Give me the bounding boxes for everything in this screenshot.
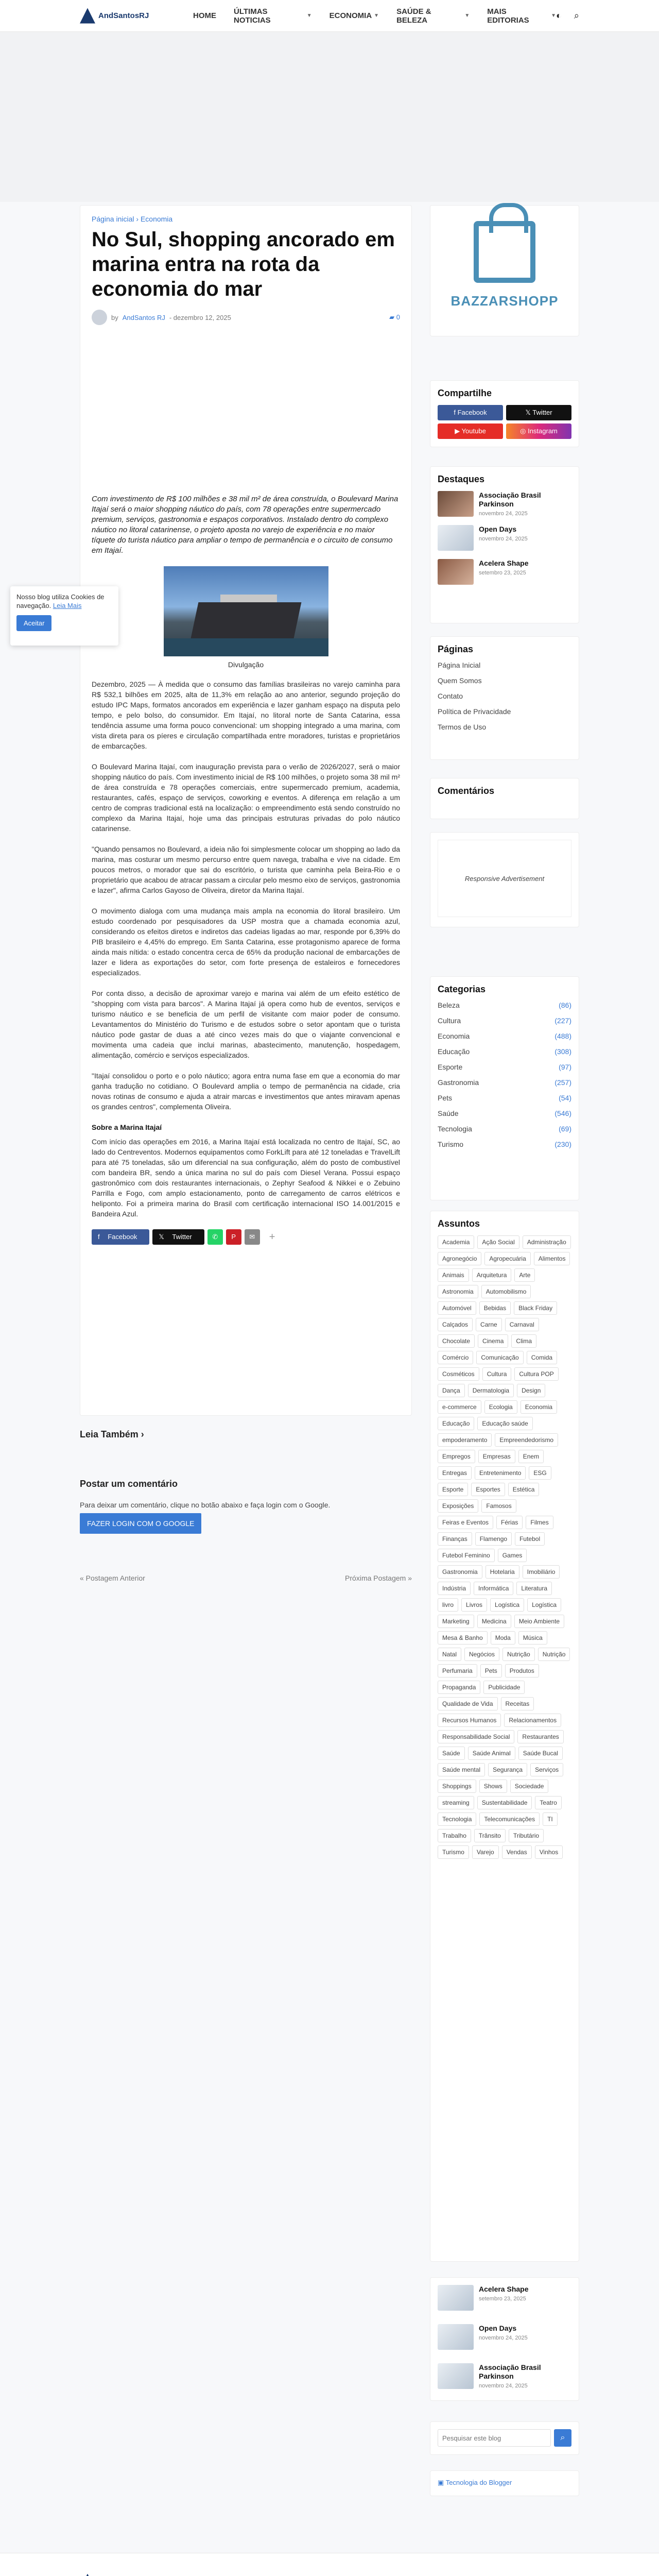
site-name: AndSantosRJ — [98, 11, 149, 20]
tag-item[interactable]: Shoppings — [438, 1780, 476, 1793]
category-item[interactable]: Cultura (227) — [438, 1016, 571, 1025]
tag-item[interactable]: Varejo — [472, 1845, 499, 1859]
tag-item[interactable]: Dança — [438, 1384, 465, 1397]
tag-item[interactable]: Alimentos — [534, 1252, 570, 1265]
tag-item[interactable]: empoderamento — [438, 1433, 492, 1447]
logo-mark-icon — [80, 8, 95, 24]
highlight-item[interactable]: Acelera Shape setembro 23, 2025 — [438, 559, 571, 585]
tag-item[interactable]: Informática — [474, 1582, 513, 1595]
tag-item[interactable]: Nutrição — [502, 1648, 535, 1661]
cookie-consent-popup — [10, 586, 118, 646]
twitter-button[interactable]: 𝕏 Twitter — [506, 405, 571, 420]
article-title: No Sul, shopping ancorado em marina entra na rota da economia do mar — [92, 228, 395, 300]
category-item[interactable]: Tecnologia (69) — [438, 1125, 571, 1133]
blog-search-input[interactable] — [438, 2429, 551, 2447]
photo-caption: Divulgação — [228, 660, 264, 669]
article-body — [92, 679, 400, 1219]
search-icon[interactable]: ⌕ — [574, 10, 579, 21]
comments-widget — [430, 778, 579, 819]
tag-item[interactable]: Sustentabilidade — [477, 1796, 532, 1809]
recent-post-item[interactable]: Open Days novembro 24, 2025 — [438, 2324, 571, 2350]
nav-item-home[interactable]: HOME — [193, 11, 216, 20]
tag-item[interactable]: Flamengo — [475, 1532, 512, 1546]
tag-item[interactable]: Medicina — [477, 1615, 511, 1628]
tag-item[interactable]: Famosos — [481, 1499, 516, 1513]
tag-item[interactable]: Trabalho — [438, 1829, 471, 1842]
top-navigation-bar — [0, 0, 659, 32]
search-icon: ⌕ — [560, 2433, 565, 2442]
comment-count-link[interactable]: ▰ 0 — [389, 313, 400, 321]
page-link[interactable]: Página Inicial — [438, 661, 481, 669]
tag-item[interactable]: Ecologia — [484, 1400, 517, 1414]
pages-title: Páginas — [438, 644, 474, 654]
tag-item[interactable]: Cultura POP — [514, 1367, 558, 1381]
responsive-ad: Responsive Advertisement — [438, 840, 571, 917]
blogger-link[interactable]: ▣ Tecnologia do Blogger — [438, 2479, 512, 2486]
footer — [0, 2553, 659, 2576]
tag-item[interactable]: Enem — [518, 1450, 544, 1463]
recent-post-thumbnail — [438, 2324, 474, 2350]
tag-item[interactable]: Música — [518, 1631, 547, 1645]
page-link[interactable]: Política de Privacidade — [438, 707, 511, 716]
nav-item-economia[interactable]: ECONOMIA ▼ — [329, 11, 379, 20]
category-item[interactable]: Saúde (546) — [438, 1109, 571, 1117]
tag-item[interactable]: Agronegócio — [438, 1252, 481, 1265]
tag-item[interactable]: Cinema — [478, 1334, 508, 1348]
tag-item[interactable]: Astronomia — [438, 1285, 478, 1298]
tag-item[interactable]: Tributário — [509, 1829, 544, 1842]
tag-item[interactable]: Recursos Humanos — [438, 1714, 501, 1727]
tag-item[interactable]: Indústria — [438, 1582, 471, 1595]
tag-item[interactable]: Trânsito — [474, 1829, 506, 1842]
comment-icon: ▰ — [389, 313, 395, 321]
categories-title: Categorias — [438, 984, 486, 994]
article-meta: by AndSantos RJ - dezembro 12, 2025 ▰ 0 — [92, 310, 400, 325]
responsive-ad-widget — [430, 832, 579, 927]
post-date: - dezembro 12, 2025 — [169, 313, 231, 321]
tag-item[interactable]: Design — [517, 1384, 545, 1397]
chevron-down-icon: ▼ — [551, 13, 557, 19]
tag-item[interactable]: Comércio — [438, 1351, 473, 1364]
highlight-thumbnail — [438, 559, 474, 585]
tag-item[interactable]: Finanças — [438, 1532, 472, 1546]
top-ad-banner — [0, 32, 659, 202]
tag-item[interactable]: Hotelaria — [485, 1565, 519, 1579]
tag-item[interactable]: Imobiliário — [523, 1565, 560, 1579]
pinterest-icon[interactable]: P — [226, 1229, 241, 1245]
tag-item[interactable]: Receitas — [501, 1697, 534, 1710]
next-post-link[interactable]: Próxima Postagem » — [345, 1574, 412, 1582]
share-facebook-button[interactable]: f Facebook — [92, 1229, 149, 1245]
highlight-thumbnail — [438, 491, 474, 517]
categories-widget — [430, 976, 579, 1200]
tag-item[interactable]: Entregas — [438, 1466, 472, 1480]
tag-item[interactable]: Cosméticos — [438, 1367, 479, 1381]
recent-post-item[interactable]: Acelera Shape setembro 23, 2025 — [438, 2285, 571, 2311]
tag-item[interactable]: Futebol Feminino — [438, 1549, 495, 1562]
tag-item[interactable]: Entretenimento — [475, 1466, 526, 1480]
tag-item[interactable]: Black Friday — [514, 1301, 557, 1315]
tag-item[interactable]: Meio Ambiente — [514, 1615, 564, 1628]
tag-item[interactable]: Perfumaria — [438, 1664, 477, 1677]
tag-item[interactable]: Logística — [527, 1598, 561, 1612]
breadcrumb: Página inicial › Economia — [92, 215, 173, 223]
tag-item[interactable]: Futebol — [515, 1532, 545, 1546]
shopping-bag-icon — [474, 221, 535, 283]
breadcrumb-home[interactable]: Página inicial — [92, 215, 134, 223]
comments-widget-title: Comentários — [438, 786, 495, 796]
tag-item[interactable]: Shows — [479, 1780, 507, 1793]
chevron-down-icon: ▼ — [464, 13, 470, 19]
tag-item[interactable]: Esporte — [438, 1483, 468, 1496]
category-item[interactable]: Educação (308) — [438, 1047, 571, 1056]
article-subhead: Sobre a Marina Itajaí — [92, 1123, 162, 1131]
tags-widget — [430, 1211, 579, 2262]
tag-item[interactable]: Qualidade de Vida — [438, 1697, 498, 1710]
cookie-accept-button[interactable]: Aceitar — [16, 615, 51, 631]
previous-post-link[interactable]: « Postagem Anterior — [80, 1574, 145, 1582]
tag-item[interactable]: Automóvel — [438, 1301, 476, 1315]
highlights-widget — [430, 466, 579, 623]
tag-item[interactable]: Publicidade — [483, 1681, 525, 1694]
site-logo[interactable] — [80, 8, 193, 24]
blogger-icon: ▣ — [438, 2479, 444, 2486]
tag-item[interactable]: Empreendedorismo — [495, 1433, 558, 1447]
tag-item[interactable]: Educação saúde — [477, 1417, 532, 1430]
category-item[interactable]: Turismo (230) — [438, 1140, 571, 1148]
tag-item[interactable]: streaming — [438, 1796, 474, 1809]
tag-item[interactable]: Nutrição — [538, 1648, 570, 1661]
tag-item[interactable]: Propaganda — [438, 1681, 480, 1694]
main-menu — [193, 7, 556, 25]
tag-item[interactable]: Dermatologia — [468, 1384, 514, 1397]
share-widget-title: Compartilhe — [438, 388, 492, 398]
tag-item[interactable]: Saúde — [438, 1747, 465, 1760]
article-paragraph: "Quando pensamos no Boulevard, a ideia não foi simplesmente colocar um shopping ao lado da marina, mas costurar um mesmo percurso entre quem navega, trabalha e vive na cidade. Em poucos metros, o morador que sai do escritório, o turista que caminha pela Beira-Rio e o proprietário que acabou de atracar passam a circular pelo mesmo eixo de serviços, gastronomia e lazer", afirma Carlos Gayoso de Oliveira, diretor da Marina Itajaí. — [92, 845, 400, 894]
category-item[interactable]: Gastronomia (257) — [438, 1078, 571, 1087]
article-paragraph: Por conta disso, a decisão de aproximar varejo e marina vai além de um efeito estético de "shopping com vista para barcos". A Marina Itajaí já opera como hub de eventos, serviços e turismo náutico e se beneficia de um perfil de visitante com maior poder de consumo. Levantamentos do Ministério do Turismo e de estudos sobre o setor apontam que o turista náutico pode gastar de duas a até cinco vezes mais do que o viajante convencional e movimenta uma cadeia que inclui marinas, abastecimento, manutenção, hospedagem, alimentação, comércio e serviços especializados. — [92, 989, 400, 1059]
article-paragraph: O movimento dialoga com uma mudança mais ampla na economia do litoral brasileiro. Um estudo coordenado por pesquisadores da USP mostra que a chamada economia azul, considerando os efeitos diretos e indiretos das cadeias ligadas ao mar, responde por 6,39% do PIB brasileiro e 4,45% do emprego. Em Santa Catarina, esse protagonismo aparece de forma ainda mais nítida: o estado concentra cerca de 65% da produção nacional de embarcações de lazer e lidera as exportações do setor, com forte presença de estaleiros e fornecedores especializados. — [92, 907, 400, 977]
search-widget — [430, 2421, 579, 2455]
tag-item[interactable]: Turismo — [438, 1845, 469, 1859]
breadcrumb-section[interactable]: Economia — [140, 215, 173, 223]
tag-item[interactable]: Animais — [438, 1268, 469, 1282]
cookie-read-more-link[interactable]: Leia Mais — [53, 602, 82, 609]
tag-item[interactable]: Logística — [490, 1598, 524, 1612]
tag-item[interactable]: Sociedade — [510, 1780, 549, 1793]
tag-item[interactable]: Responsabilidade Social — [438, 1730, 514, 1743]
recent-posts-widget — [430, 2277, 579, 2401]
tag-item[interactable]: Saúde Animal — [468, 1747, 515, 1760]
cookie-text: Nosso blog utiliza Cookies de navegação. — [16, 593, 105, 609]
tag-item[interactable]: Restaurantes — [517, 1730, 563, 1743]
tag-item[interactable]: TI — [543, 1812, 558, 1826]
tag-item[interactable]: Automobilismo — [481, 1285, 531, 1298]
tag-item[interactable]: Administração — [523, 1235, 571, 1249]
tag-item[interactable]: ESG — [529, 1466, 551, 1480]
in-article-ad — [92, 334, 400, 489]
tags-title: Assuntos — [438, 1218, 480, 1229]
tag-item[interactable]: Estética — [508, 1483, 540, 1496]
tag-item[interactable]: e-commerce — [438, 1400, 481, 1414]
pages-widget — [430, 636, 579, 760]
footer-logo[interactable] — [80, 2574, 149, 2576]
tag-item[interactable]: Carne — [476, 1318, 502, 1331]
post-pager — [80, 1574, 412, 1582]
author-link[interactable]: AndSantos RJ — [122, 313, 165, 321]
logo-mark-icon — [80, 2574, 95, 2576]
highlights-title: Destaques — [438, 474, 485, 484]
tag-item[interactable]: Games — [498, 1549, 527, 1562]
dark-mode-toggle-icon[interactable]: ◐ — [556, 10, 562, 21]
article-paragraph: "Itajaí consolidou o porto e o polo náutico; agora entra numa fase em que a economia do mar ganha tradução no cotidiano. O Boulevard amplia o tempo de permanência na cidade, cria novas rotinas de consumo e ajuda a atrair marcas e investimentos que antes miravam apenas os grandes centros", complementa Oliveira. — [92, 1072, 400, 1111]
tag-item[interactable]: Relacionamentos — [504, 1714, 561, 1727]
share-twitter-button[interactable]: 𝕏 Twitter — [152, 1229, 204, 1245]
tag-item[interactable]: Negócios — [464, 1648, 499, 1661]
tag-item[interactable]: Tecnologia — [438, 1812, 476, 1826]
blogger-widget — [430, 2470, 579, 2496]
tag-item[interactable]: Educação — [438, 1417, 474, 1430]
tag-item[interactable]: Arquitetura — [472, 1268, 512, 1282]
nav-item-saude-beleza[interactable]: SAÚDE & BELEZA ▼ — [396, 7, 470, 25]
nav-item-ultimas-noticias[interactable]: ÚLTIMAS NOTICIAS ▼ — [234, 7, 312, 25]
tag-item[interactable]: Cultura — [482, 1367, 512, 1381]
tag-item[interactable]: Academia — [438, 1235, 474, 1249]
tag-item[interactable]: Empregos — [438, 1450, 475, 1463]
tag-item[interactable]: Clima — [511, 1334, 536, 1348]
comments-section — [80, 1479, 412, 1534]
email-icon[interactable]: ✉ — [245, 1229, 260, 1245]
article-photo — [164, 566, 328, 656]
instagram-button[interactable]: ◎ Instagram — [506, 423, 571, 439]
tag-item[interactable]: Telecomunicações — [479, 1812, 540, 1826]
comments-title: Postar um comentário — [80, 1479, 178, 1489]
highlight-item[interactable]: Associação Brasil Parkinson novembro 24, 2025 — [438, 491, 571, 517]
tag-item[interactable]: Saúde Bucal — [518, 1747, 563, 1760]
tag-item[interactable]: Gastronomia — [438, 1565, 482, 1579]
tag-item[interactable]: Férias — [496, 1516, 523, 1529]
category-item[interactable]: Beleza (86) — [438, 1001, 571, 1009]
tag-item[interactable]: Esportes — [471, 1483, 505, 1496]
author-avatar — [92, 310, 107, 325]
recent-post-thumbnail — [438, 2363, 474, 2389]
recent-post-item[interactable]: Associação Brasil Parkinson novembro 24, 2025 — [438, 2363, 571, 2389]
tag-item[interactable]: Vendas — [502, 1845, 532, 1859]
tag-item[interactable]: Saúde mental — [438, 1763, 485, 1776]
article-paragraph: O Boulevard Marina Itajaí, com inauguração prevista para o verão de 2026/2027, será o maior shopping náutico do país. Com investimento inicial de R$ 100 milhões, o projeto soma 38 mil m² de área construída e 78 operações comerciais, entre supermercado premium, academia, restaurantes, cafés, espaço de serviços, coworking e eventos. A diferença em relação a um centro de compras tradicional está na localização: o empreendimento está sendo construído no complexo da Marina Itajaí, hoje uma das principais estruturas privadas do polo náutico catarinense. — [92, 762, 400, 833]
article-lede: Com investimento de R$ 100 milhões e 38 mil m² de área construída, o Boulevard Marina Itajaí será o maior shopping náutico do país, com 78 operações entre supermercado premium, serviços, gastronomia e espaços corporativos. Instalado dentro do complexo náutico no litoral catarinense, o projeto aposta no varejo de experiência e no maior tíquete do turista náutico para ampliar o tempo de permanência e o circuito de consumo em Itajaí. — [92, 495, 398, 555]
facebook-button[interactable]: f Facebook — [438, 405, 503, 420]
chevron-down-icon: ▼ — [374, 13, 379, 19]
search-submit-button[interactable] — [554, 2429, 571, 2447]
article-card — [80, 205, 412, 1416]
page-link[interactable]: Quem Somos — [438, 676, 482, 685]
tag-item[interactable]: Empresas — [478, 1450, 515, 1463]
more-share-button[interactable]: + — [269, 1231, 275, 1243]
tag-item[interactable]: Comunicação — [476, 1351, 523, 1364]
tag-item[interactable]: Teatro — [535, 1796, 561, 1809]
tag-item[interactable]: Arte — [514, 1268, 535, 1282]
ad-brand-name: BAZZARSHOPP — [450, 293, 559, 309]
tag-item[interactable]: Agropecuária — [484, 1252, 530, 1265]
share-bar — [92, 1229, 400, 1245]
category-item[interactable]: Pets (54) — [438, 1094, 571, 1102]
page-link[interactable]: Contato — [438, 692, 463, 700]
tag-item[interactable]: Economia — [521, 1400, 557, 1414]
tag-item[interactable]: Segurança — [488, 1763, 527, 1776]
chevron-down-icon: ▼ — [306, 13, 312, 19]
tag-item[interactable]: Filmes — [526, 1516, 553, 1529]
share-widget — [430, 380, 579, 447]
tag-item[interactable]: Serviços — [530, 1763, 563, 1776]
page-link[interactable]: Termos de Uso — [438, 723, 487, 731]
tag-item[interactable]: Livros — [461, 1598, 487, 1612]
category-item[interactable]: Economia (488) — [438, 1032, 571, 1040]
article-paragraph: Dezembro, 2025 — À medida que o consumo das famílias brasileiras no varejo caminha para R$ 532,1 bilhões em 2025, alta de 11,3% em relação ao ano anterior, segundo projeção do estudo IPC Maps, formatos ancorados em experiência e lazer ganham espaço na disputa pelo tempo, e pelo bolso, do consumidor. Em Itajaí, no litoral norte de Santa Catarina, essa tendência assume uma forma pouco convencional: um shopping integrado a uma marina, com vista direta para os píeres e circulação compartilhada entre moradores, turistas e proprietários de embarcações. — [92, 680, 400, 750]
tag-item[interactable]: Carnaval — [505, 1318, 539, 1331]
tag-item[interactable]: Mesa & Banho — [438, 1631, 488, 1645]
google-login-button[interactable]: FAZER LOGIN COM O GOOGLE — [80, 1513, 201, 1534]
tag-item[interactable]: Marketing — [438, 1615, 474, 1628]
tag-cloud — [438, 1235, 571, 1859]
article-paragraph: Com início das operações em 2016, a Marina Itajaí está localizada no centro de Itajaí, SC, ao lado do Centreventos. Modernos equipamentos como ForkLift para até 12 toneladas e TravelLift para até 75 toneladas, são um diferencial na sua configuração, além do posto de combustível com bandeira BR, sendo a única marina no sul do país com Diesel Verana. Possui espaço gastronômico com dois restaurantes internacionais, o Zephyr Seafood & Nikkei e o Zebuino Parrilla e Fogo, com amplo estacionamento, ponto de carregamento de carros elétricos e heliponto. Foi a primeira marina do Brasil com certificação internacional ISO 14.001/2015 e Bandeira Azul. — [92, 1138, 400, 1218]
tag-item[interactable]: Comida — [527, 1351, 557, 1364]
nav-item-mais-editorias[interactable]: MAIS EDITORIAS ▼ — [487, 7, 557, 25]
read-also-link[interactable]: Leia Também › — [80, 1429, 144, 1439]
tag-item[interactable]: Pets — [480, 1664, 502, 1677]
highlight-item[interactable]: Open Days novembro 24, 2025 — [438, 525, 571, 551]
category-item[interactable]: Esporte (97) — [438, 1063, 571, 1071]
sidebar-ad-bazzarshopp[interactable] — [430, 205, 579, 336]
highlight-thumbnail — [438, 525, 474, 551]
tag-item[interactable]: livro — [438, 1598, 458, 1612]
whatsapp-icon[interactable]: ✆ — [207, 1229, 223, 1245]
tag-item[interactable]: Chocolate — [438, 1334, 475, 1348]
tag-item[interactable]: Literatura — [516, 1582, 552, 1595]
comments-instruction: Para deixar um comentário, clique no botão abaixo e faça login com o Google. — [80, 1501, 331, 1509]
recent-post-thumbnail — [438, 2285, 474, 2311]
tag-item[interactable]: Calçados — [438, 1318, 473, 1331]
tag-item[interactable]: Feiras e Eventos — [438, 1516, 493, 1529]
tag-item[interactable]: Moda — [491, 1631, 515, 1645]
tag-item[interactable]: Bebidas — [479, 1301, 511, 1315]
tag-item[interactable]: Exposições — [438, 1499, 478, 1513]
tag-item[interactable]: Produtos — [505, 1664, 539, 1677]
youtube-button[interactable]: ▶ Youtube — [438, 423, 503, 439]
tag-item[interactable]: Ação Social — [477, 1235, 519, 1249]
tag-item[interactable]: Vinhos — [535, 1845, 563, 1859]
tag-item[interactable]: Natal — [438, 1648, 461, 1661]
